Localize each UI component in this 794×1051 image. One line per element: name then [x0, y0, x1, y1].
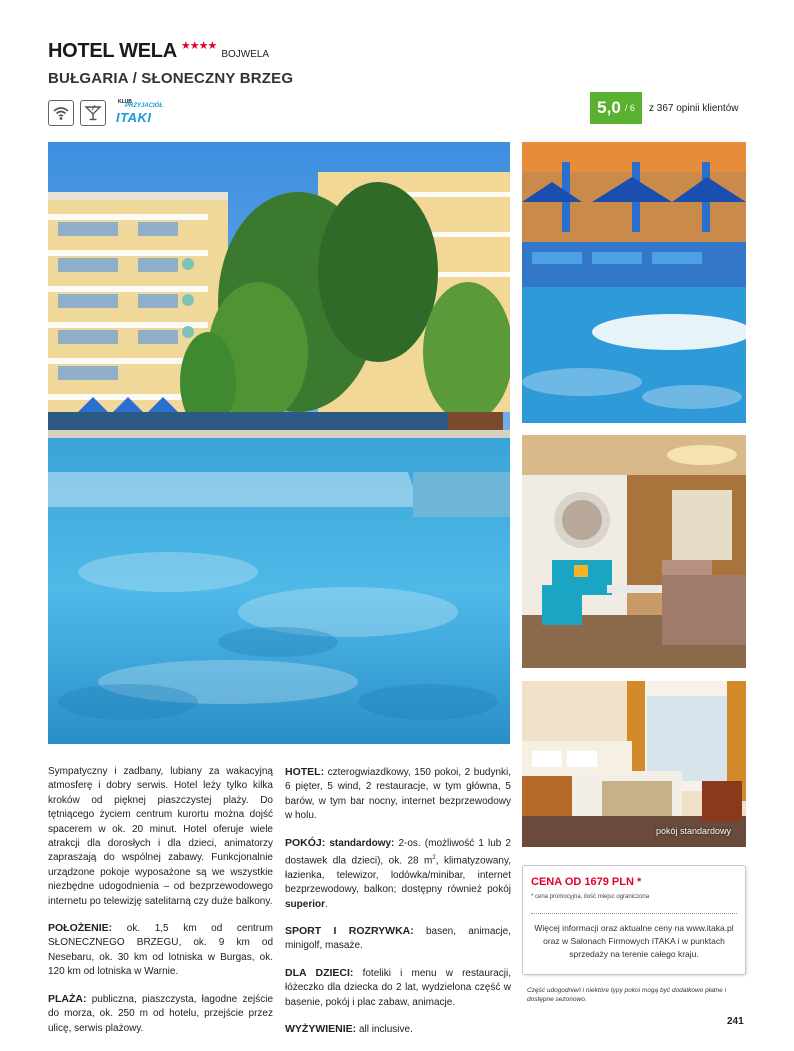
intro-paragraph: Sympatyczny i zadbany, lubiany za wakacyjną atmosferę i dobry serwis. Hotel leży tylko kilka kroków od pięknej piaszczystej plaży. Do tętniącego życiem centrum kurortu można dojść spacerem w ok. 20 minut. Hotel oferuje wiele atrakcji dla dorosłych i dla dzieci, animatorzy zapraszają do wspólnej zabawy. Funkcjonalnie urządzone pokoje wyposażone są we wszystkie niezbędne udogodnienia – od bezprzewodowego internetu po telewizję satelitarną czy duże balkony. — [48, 766, 273, 907]
hotel-paragraph — [285, 765, 511, 824]
page-number: 241 — [727, 1016, 744, 1027]
beach-paragraph — [48, 992, 273, 1036]
footnote: Część udogodnień i niektóre typy pokoi mogą być dodatkowo płatne i dostępne sezonowo. — [527, 987, 727, 1003]
room-label: POKÓJ: — [285, 836, 326, 849]
rating-scale: / 6 — [624, 103, 635, 113]
location-paragraph — [48, 921, 273, 980]
room-end: . — [325, 898, 328, 910]
room-photo — [522, 681, 746, 847]
customer-rating — [590, 92, 739, 124]
kids-paragraph — [285, 966, 511, 1010]
sport-paragraph — [285, 924, 511, 954]
room-sup: 2 — [432, 855, 436, 862]
star-rating: ★★★★ — [180, 40, 217, 52]
club-badge-line1: KLUB — [118, 99, 132, 105]
wifi-icon — [48, 100, 74, 126]
price-divider — [531, 913, 737, 914]
sport-label: SPORT I ROZRYWKA: — [285, 924, 414, 937]
price-info: Więcej informacji oraz aktualne ceny na www.itaka.pl oraz w Salonach Firmowych ITAKA i w punktach sprzedaży na terenie całego kraju. — [534, 923, 734, 959]
region-title: BUŁGARIA / SŁONECZNY BRZEG — [48, 70, 294, 87]
location-text: ok. 1,5 km od centrum SŁONECZNEGO BRZEGU, ok. 9 km od Nesebaru, ok. 30 km od lotniska w Burgas, ok. 120 km od lotniska w Warnie. — [48, 923, 273, 978]
room-standard-label: standardowy: — [329, 837, 395, 849]
lobby-photo — [522, 435, 746, 668]
rating-badge — [590, 92, 642, 124]
hotel-location: BOJWELA — [221, 49, 270, 60]
amenity-icons — [48, 99, 164, 127]
rating-value: 5,0 — [597, 98, 621, 117]
hotel-label: HOTEL: — [285, 766, 325, 778]
price-box — [522, 865, 746, 975]
beach-text: publiczna, piaszczysta, łagodne zejście do morza, ok. 250 m od hotelu, przejście przez ulicę, serwis plażowy. — [48, 993, 274, 1034]
sport-text: basen, animacje, minigolf, masaże. — [285, 925, 511, 952]
description-left-column — [48, 765, 273, 1048]
room-superior: superior — [285, 898, 326, 910]
board-text: all inclusive. — [358, 1024, 413, 1036]
room-paragraph — [285, 836, 511, 912]
pool-photo — [48, 142, 510, 744]
club-badge-line3: ITAKI — [116, 110, 152, 125]
kids-text: foteliki i menu w restauracji, łóżeczko dla dziecka do 2 lat, wydzielona część w basenie, pokój i plac zabaw, animacje. — [285, 967, 511, 1008]
club-badge-line2: PRZYJACIÓŁ — [125, 103, 164, 109]
price-headline: CENA OD 1679 PLN * — [531, 876, 642, 888]
room-photo-caption: pokój standardowy — [656, 826, 732, 836]
title-row — [48, 40, 269, 63]
board-paragraph — [285, 1022, 511, 1037]
club-badge — [114, 99, 164, 127]
room-text-1: 2-os. (możliwość 1 lub 2 dostawek dla dzieci), ok. 28 m — [285, 837, 511, 867]
rating-reviews: z 367 opinii klientów — [649, 102, 739, 114]
board-label: WYŻYWIENIE: — [285, 1023, 357, 1036]
location-label: POŁOŻENIE: — [48, 922, 113, 935]
price-note: * cena promocyjna, ilość miejsc ograniczona — [531, 894, 650, 900]
kids-label: DLA DZIECI: — [285, 966, 354, 979]
description-middle-column — [285, 765, 511, 1049]
room-text-2: , klimatyzowany, łazienka, telewizor, lodówka/minibar, internet bezprzewodowy, balkon; dostępny również pokój — [285, 855, 511, 896]
cocktail-icon — [80, 100, 106, 126]
hotel-text: czterogwiazdkowy, 150 pokoi, 2 budynki, 6 pięter, 5 wind, 2 restauracje, w tym główna, 5 barów, w tym bar nocny, internet bezprzewodowy w holu. — [285, 767, 511, 822]
sunloungers-photo — [522, 142, 746, 423]
beach-label: PLAŻA: — [48, 992, 87, 1005]
hotel-name: HOTEL WELA — [48, 40, 177, 62]
